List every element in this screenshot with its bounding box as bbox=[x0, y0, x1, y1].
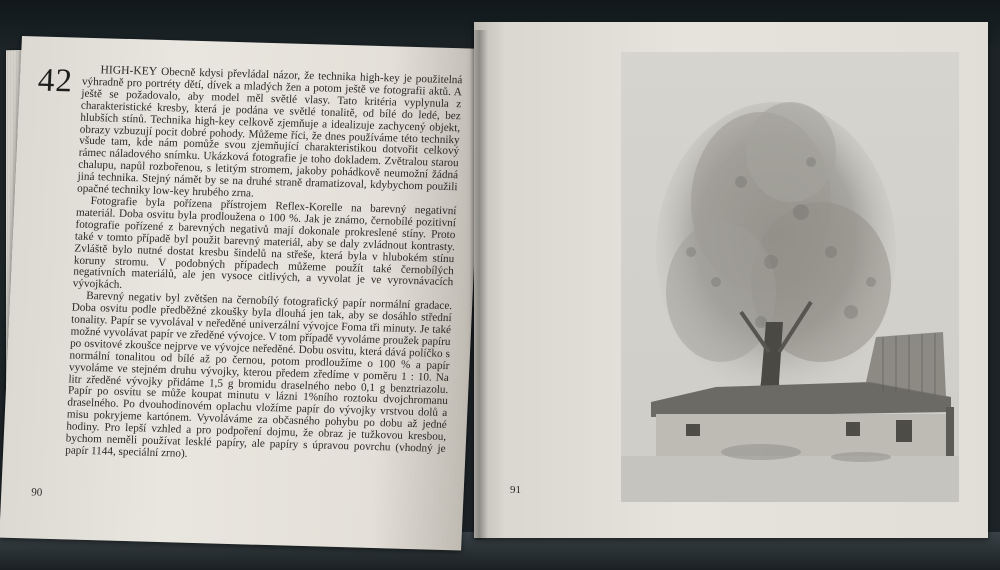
tree-and-cottage-photo bbox=[621, 52, 959, 502]
paragraph-2: Fotografie byla pořízena přístrojem Reflex-Korelle na barevný negativní materiál. Doba osvitu byla prodloužena o 100 %. Jak je známo, černobílé pozitivní fotografie pořízené z barevných negativů mají dokonale prokreslené stíny. Proto také v tomto případě byl použit barevný materiál, aby se daly zvládnout kontrasty. Zvláště bylo nutné dostat kresbu šindelů na střeše, která byla v hlubokém stínu koruny stromu. V podobných případech můžeme použít také černobílých negativních materiálů, ale jen vysoce citlivých, a vyvolat je ve vyrovnávacích vývojkách. bbox=[72, 194, 457, 292]
page-number-left: 90 bbox=[31, 486, 43, 499]
chapter-number: 42 bbox=[37, 62, 74, 100]
paragraph-3: Barevný negativ byl zvětšen na černobílý fotografický papír normální gradace. Doba osvitu podle předběžné zkoušky byla dlouhá jen tak, aby se dosáhlo střední tonality. Papír se vyvolával v neředěné univerzální vývojce Foma tři minuty. Je také možné vyvolávat papír ve zředěné vývojce. V tom případě vyvoláme proužek papíru po osvitové zkoušce nejprve ve vývojce neředěné. Dobu osvitu, která dává políčko s normální tonalitou od bílé až po černou, potom prodloužíme o 100 % a papír vyvoláme ve stejném druhu vývojky, kterou předem zředíme v poměru 1 : 10. Na litr zředěné vývojky přidáme 1,5 g bromidu draselného nebo 0,1 g benztriazolu. Papír po osvitu se může koupat minutu v lázni 1%ního roztoku dvojchromanu draselného. Po dvouhodinovém oplachu vložíme papír do vývojky vrstvou dolů a misu pokryjeme kartónem. Vyvoláváme za občasného pohybu po dobu až jedné hodiny. Pro lepší vzhled a pro podpoření dojmu, že obraz je tužkovou kresbou, bychom neměli používat lesklé papíry, ale papíry s úpravou povrchu (vhodný je papír 1144, speciální zrno). bbox=[64, 290, 453, 460]
heading-indent bbox=[82, 73, 100, 74]
book-gutter bbox=[470, 30, 488, 540]
page-number-right: 91 bbox=[510, 484, 521, 496]
left-page-text bbox=[65, 64, 463, 468]
paragraph-1: Obecně kdysi převládal názor, že technika high-key je použitelná výhradně pro portréty dětí, dívek a mladých žen a potom ještě ve fotografii aktů. A ještě se požadovalo, aby model měl světlé vlasy. Tato kritéria vyplynula z charakteristické kresby, která je podána ve světlé tonalitě, od bílé do ledé, bez hlubších stínů. Technika high-key celkově zjemňuje a idealizuje zachycený objekt, obrazy vzbuzují pocit dobré pohody. Můžeme říci, že dnes používáme této techniky všude tam, kde nám pomůže svou zjemňující charakteristikou dotvořit celkový rámec náladového snímku. Ukázková fotografie je toho dokladem. Zvětralou starou chalupu, napůl rozbořenou, s letitým stromem, jakoby pohádkově neumožní žádná jiná technika. Stejný námět by se na druhé straně dramatizoval, kdybychom použili opačné techniky low-key hrubého zrna. bbox=[76, 65, 463, 200]
right-page bbox=[474, 22, 988, 538]
photo-illustration bbox=[621, 52, 959, 502]
left-page bbox=[0, 36, 484, 550]
paragraph-1-wrap bbox=[77, 64, 463, 206]
chapter-heading: HIGH-KEY bbox=[100, 63, 158, 78]
